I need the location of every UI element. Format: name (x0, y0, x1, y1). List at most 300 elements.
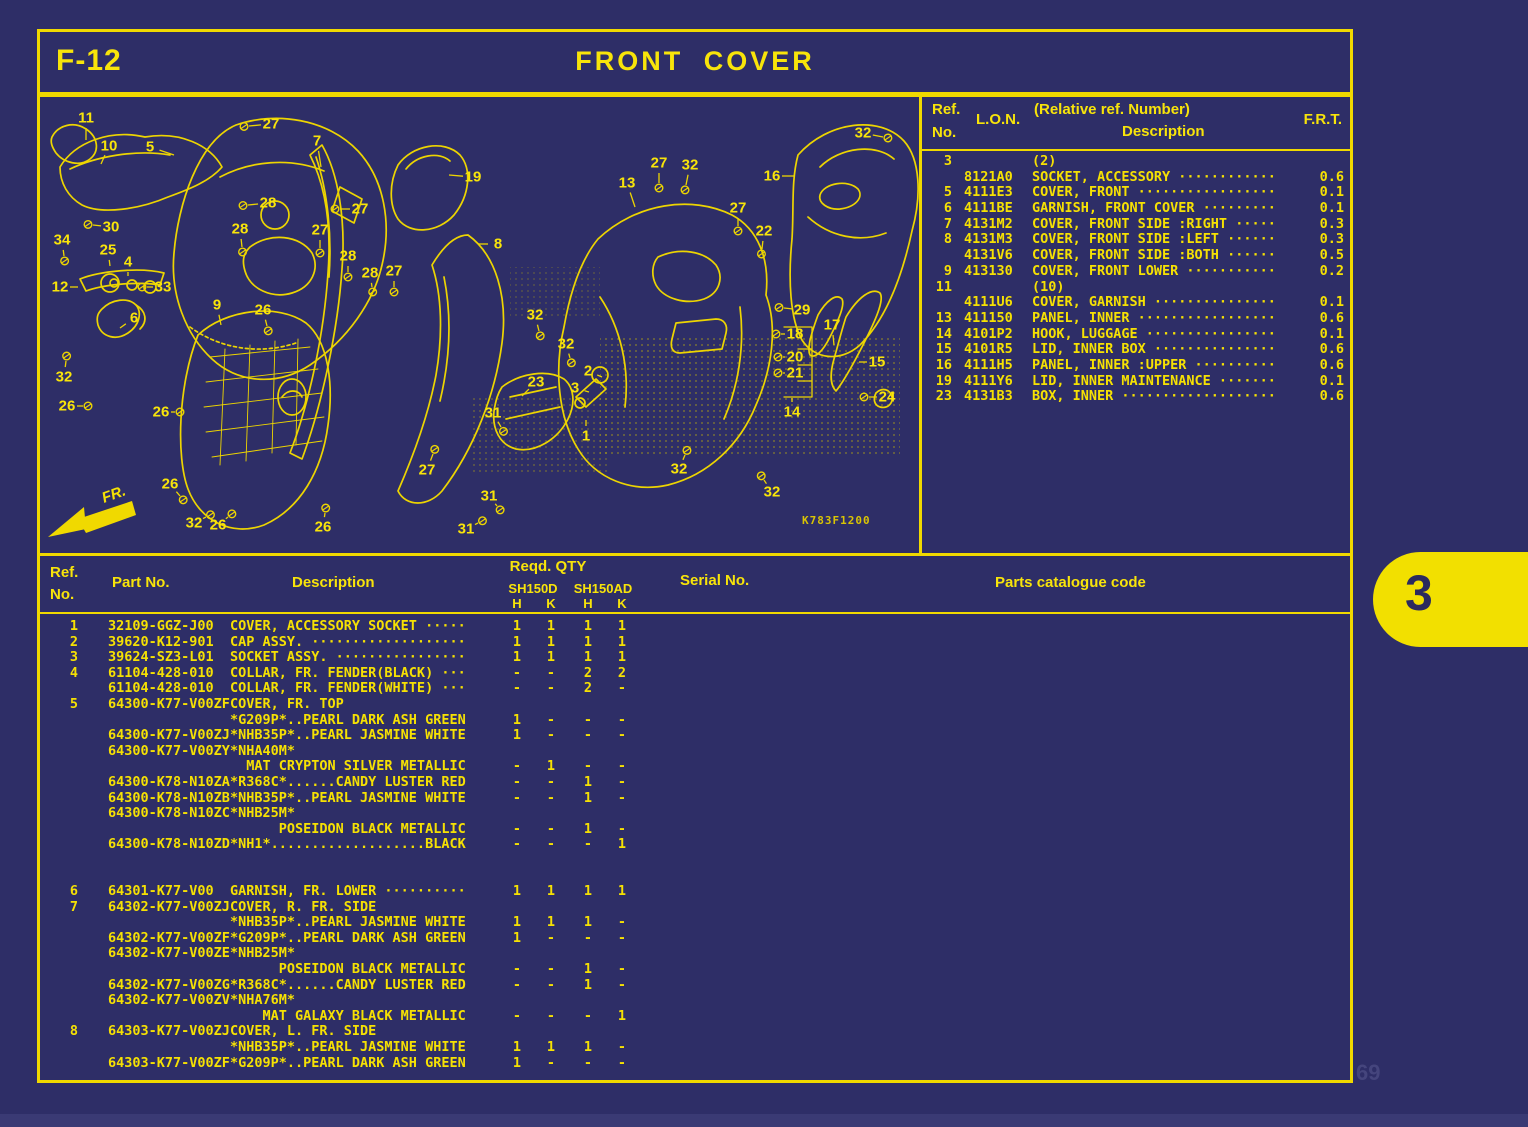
qty-cell: - (617, 961, 627, 978)
qty-cell: 1 (583, 976, 593, 993)
qty-cell: - (512, 758, 522, 775)
qty-cell: - (617, 976, 627, 993)
qty-cell: - (512, 664, 522, 681)
part-cell: 64300-K78-N10ZA (108, 773, 230, 790)
desc-cell: HOOK, LUGGAGE ················ (1032, 325, 1276, 342)
fastener-slot (656, 186, 662, 190)
part-cell: 64300-K78-N10ZB (108, 789, 230, 806)
callout-label: 33 (154, 278, 172, 296)
qty-cell: 1 (512, 929, 522, 946)
qty-cell: 1 (583, 773, 593, 790)
leader-line (431, 454, 433, 461)
callout-label: 25 (99, 241, 117, 259)
parts-table-row (40, 945, 1350, 961)
callout-label: 28 (361, 264, 379, 282)
callout-label: 24 (878, 388, 896, 406)
qty-cell: 1 (546, 649, 556, 666)
qty-k-header: K (546, 596, 556, 611)
fastener-slot (229, 512, 235, 516)
leader-line (109, 260, 110, 266)
qty-cell: - (546, 976, 556, 993)
qty-cell: 1 (546, 914, 556, 931)
qty-cell: 1 (546, 883, 556, 900)
desc-cell: LID, INNER BOX ··············· (1032, 341, 1276, 358)
leader-line (241, 239, 242, 247)
lon-cell: 4131V6 (964, 247, 1013, 264)
desc-cell: *NHB35P*..PEARL JASMINE WHITE (230, 1039, 466, 1056)
parts-table-row (40, 1008, 1350, 1024)
fastener-slot (62, 259, 68, 263)
callout-label: 26 (161, 475, 179, 493)
qty-cell: - (546, 789, 556, 806)
part-cell: 61104-428-010 (108, 680, 214, 697)
ref-table-row (922, 388, 1350, 404)
callout-label: 16 (763, 167, 781, 185)
qty-cell: - (583, 1054, 593, 1071)
lon-cell: 4131B3 (964, 388, 1013, 405)
desc-cell: POSEIDON BLACK METALLIC (230, 820, 466, 837)
parts-table-row (40, 883, 1350, 899)
qty-cell: 1 (583, 914, 593, 931)
callout-label: 12 (51, 278, 69, 296)
lon-cell: 4131M2 (964, 215, 1013, 232)
parts-table-row (40, 696, 1350, 712)
desc-cell: COVER, L. FR. SIDE (230, 1023, 377, 1040)
ref-cell: 6 (69, 883, 78, 900)
qty-cell: 2 (583, 680, 593, 697)
fastener-slot (773, 332, 779, 336)
page-body (37, 94, 1353, 1083)
diagram-drawing (40, 97, 919, 553)
model-sh150ad-header: SH150AD (573, 581, 633, 596)
parts-table-row (40, 992, 1350, 1008)
desc-cell: COVER, FRONT ················· (1032, 184, 1276, 201)
frt-cell: 0.1 (1319, 200, 1344, 217)
page-title: FRONT COVER (575, 46, 815, 76)
desc-cell: (10) (1032, 278, 1065, 295)
lon-cell: 8121A0 (964, 168, 1013, 185)
ref-cell: 4 (69, 664, 78, 681)
qty-cell: 1 (512, 914, 522, 931)
parts-table-row (40, 1023, 1350, 1039)
ref-table-header (922, 97, 1350, 151)
ref-col-header: Ref. (932, 101, 961, 118)
qty-cell: 1 (617, 883, 627, 900)
qty-cell: - (512, 976, 522, 993)
callout-label: 27 (650, 154, 668, 172)
desc-cell: COVER, FRONT SIDE :RIGHT ····· (1032, 215, 1276, 232)
callout-label: 3 (570, 379, 580, 397)
ref-table-row (922, 263, 1350, 279)
qty-cell: - (546, 836, 556, 853)
callout-label: 32 (763, 483, 781, 501)
ref-cell: 8 (943, 231, 952, 248)
ref-table-row (922, 357, 1350, 373)
desc-cell: SOCKET ASSY. ················ (230, 649, 466, 666)
qty-cell: 1 (546, 618, 556, 634)
qty-cell: 1 (512, 649, 522, 666)
part-cell: 61104-428-010 (108, 664, 214, 681)
callout-label: 21 (786, 364, 804, 382)
qty-cell: 1 (512, 1039, 522, 1056)
qty-cell: 2 (617, 664, 627, 681)
part-cell: 64300-K78-N10ZC (108, 805, 230, 822)
plate-code: K783F1200 (802, 514, 871, 527)
qty-cell: - (583, 711, 593, 728)
qty-h-header: H (583, 596, 593, 611)
part-no-col-header: Part No. (112, 574, 170, 591)
serial-no-header: Serial No. (680, 572, 750, 589)
callout-label: 14 (783, 403, 801, 421)
ref-cell: 3 (69, 649, 78, 666)
fastener-slot (497, 508, 503, 512)
desc-cell: GARNISH, FR. LOWER ·········· (230, 883, 466, 900)
part-cell: 64301-K77-V00 (108, 883, 214, 900)
parts-table-row (40, 743, 1350, 759)
fastener-slot (265, 329, 271, 333)
qty-cell: 1 (546, 758, 556, 775)
callout-label: 26 (314, 518, 332, 536)
callout-label: 2 (583, 362, 593, 380)
ref-table-row (922, 247, 1350, 263)
fastener-slot (776, 305, 782, 309)
leader-line (873, 135, 883, 137)
lon-cell: 4111U6 (964, 294, 1013, 311)
qty-cell: 1 (546, 633, 556, 650)
description-col-header: Description (1122, 123, 1205, 140)
leader-line (784, 308, 792, 309)
lon-cell: 411150 (964, 309, 1013, 326)
ref-table-row (922, 373, 1350, 389)
desc-cell: *G209P*..PEARL DARK ASH GREEN (230, 929, 466, 946)
desc-cell: MAT GALAXY BLACK METALLIC (230, 1007, 466, 1024)
callout-label: 28 (259, 194, 277, 212)
leader-line (101, 155, 105, 164)
leader-line (93, 225, 101, 226)
part-cell: 64303-K77-V00ZF (108, 1054, 230, 1071)
parts-table-row (40, 805, 1350, 821)
callout-label: 9 (212, 296, 222, 314)
parts-table-row (40, 665, 1350, 681)
callout-label: 22 (755, 222, 773, 240)
desc-cell: *NHB25M* (230, 945, 296, 962)
desc-cell: *NHB35P*..PEARL JASMINE WHITE (230, 914, 466, 931)
page-code: F-12 (56, 44, 122, 77)
lon-cell: 4111H5 (964, 356, 1013, 373)
parts-table-row (40, 821, 1350, 837)
callout-label: 26 (152, 403, 170, 421)
parts-table-row (40, 914, 1350, 930)
qty-cell: - (546, 711, 556, 728)
qty-cell: - (512, 1007, 522, 1024)
leader-line (324, 513, 325, 517)
fastener-slot (64, 354, 70, 358)
ref-cell: 16 (935, 356, 952, 373)
ref-table-row (922, 184, 1350, 200)
ref-cell: 14 (935, 325, 952, 342)
desc-cell: COVER, FRONT SIDE :LEFT ······ (1032, 231, 1276, 248)
ref-table-row (922, 310, 1350, 326)
lon-cell: 4111Y6 (964, 372, 1013, 389)
callout-label: 7 (312, 132, 322, 150)
qty-cell: - (546, 1007, 556, 1024)
qty-cell: - (617, 929, 627, 946)
svg-text:FR.: FR. (99, 482, 129, 507)
leader-line (248, 204, 258, 205)
callout-label: 27 (418, 461, 436, 479)
desc-cell: *R368C*......CANDY LUSTER RED (230, 773, 466, 790)
callout-label: 29 (793, 301, 811, 319)
qty-cell: 1 (512, 633, 522, 650)
leader-line (449, 175, 463, 176)
qty-cell: - (583, 758, 593, 775)
ref-cell: 7 (69, 898, 78, 915)
fastener-slot (432, 447, 438, 451)
fastener-slot (345, 275, 351, 279)
qty-cell: 1 (583, 789, 593, 806)
parts-table-row (40, 930, 1350, 946)
ref-cell: 6 (943, 200, 952, 217)
desc-cell: PANEL, INNER ················· (1032, 309, 1276, 326)
model-sh150d-header: SH150D (508, 581, 558, 596)
lon-cell: 4131M3 (964, 231, 1013, 248)
parts-table-rows (40, 618, 1350, 1070)
fastener-slot (85, 404, 91, 408)
ref-cell: 2 (69, 633, 78, 650)
callout-label: 15 (868, 353, 886, 371)
leader-line (249, 125, 261, 126)
lon-col-header: L.O.N. (976, 111, 1021, 128)
part-cell: 64302-K77-V00ZE (108, 945, 230, 962)
ref-cell: 7 (943, 215, 952, 232)
frt-cell: 0.6 (1319, 341, 1344, 358)
qty-cell: - (546, 820, 556, 837)
desc-cell: BOX, INNER ··················· (1032, 388, 1276, 405)
qty-cell: - (617, 773, 627, 790)
ref-table-row (922, 294, 1350, 310)
qty-cell: - (546, 664, 556, 681)
leader-line (120, 324, 126, 328)
spacer-row (40, 852, 1350, 868)
frt-cell: 0.3 (1319, 215, 1344, 232)
fastener-slot (85, 222, 91, 226)
qty-cell: - (546, 961, 556, 978)
qty-cell: - (512, 680, 522, 697)
qty-cell: - (512, 836, 522, 853)
qty-cell: - (512, 820, 522, 837)
desc-cell: COVER, ACCESSORY SOCKET ····· (230, 618, 466, 634)
callout-label: 31 (484, 404, 502, 422)
qty-cell: 1 (583, 820, 593, 837)
callout-label: 31 (480, 487, 498, 505)
callout-label: 32 (55, 368, 73, 386)
ref-cell: 9 (943, 262, 952, 279)
frt-cell: 0.1 (1319, 325, 1344, 342)
fr-arrow-icon (48, 483, 136, 537)
desc-cell: POSEIDON BLACK METALLIC (230, 961, 466, 978)
ref-table-row (922, 169, 1350, 185)
qty-cell: - (512, 773, 522, 790)
parts-table-row (40, 1039, 1350, 1055)
qty-cell: - (546, 1054, 556, 1071)
leader-line (475, 523, 478, 525)
frt-cell: 0.1 (1319, 184, 1344, 201)
desc-cell: *G209P*..PEARL DARK ASH GREEN (230, 1054, 466, 1071)
qty-cell: - (546, 680, 556, 697)
part-cell: 64302-K77-V00ZJ (108, 898, 230, 915)
part-cell: 64300-K77-V00ZY (108, 742, 230, 759)
parts-table-row (40, 618, 1350, 634)
desc-cell: *NHA40M* (230, 742, 296, 759)
frt-cell: 0.1 (1319, 372, 1344, 389)
frt-cell: 0.5 (1319, 247, 1344, 264)
desc-cell: GARNISH, FRONT COVER ········· (1032, 200, 1276, 217)
desc-cell: COLLAR, FR. FENDER(BLACK) ··· (230, 664, 466, 681)
part-cell: 64302-K77-V00ZG (108, 976, 230, 993)
qty-cell: - (617, 1054, 627, 1071)
ref-table-row (922, 326, 1350, 342)
section-tab (1373, 552, 1528, 647)
qty-cell: 1 (512, 618, 522, 634)
callout-label: 23 (527, 373, 545, 391)
ref-cell: 15 (935, 341, 952, 358)
frt-cell: 0.6 (1319, 388, 1344, 405)
callout-label: 32 (681, 156, 699, 174)
part-cell: 64302-K77-V00ZV (108, 992, 230, 1009)
qty-cell: 1 (617, 836, 627, 853)
fastener-slot (180, 498, 186, 502)
callout-label: 28 (339, 247, 357, 265)
desc-cell: PANEL, INNER :UPPER ·········· (1032, 356, 1276, 373)
qty-cell: 1 (546, 1039, 556, 1056)
leader-line (569, 354, 570, 358)
relative-ref-header: (Relative ref. Number) (1034, 101, 1190, 118)
callout-label: 4 (123, 253, 133, 271)
parts-table-row (40, 649, 1350, 665)
fastener-slot (537, 334, 543, 338)
leader-line (686, 175, 688, 185)
desc-cell: *NHA76M* (230, 992, 296, 1009)
fastener-slot (323, 506, 329, 510)
qty-cell: - (512, 789, 522, 806)
desc-cell: *NH1*...................BLACK (230, 836, 466, 853)
callout-label: 32 (526, 306, 544, 324)
ref-number-table (919, 97, 1350, 553)
qty-cell: 1 (617, 633, 627, 650)
callout-label: 32 (557, 335, 575, 353)
ref-cell: 5 (943, 184, 952, 201)
qty-cell: - (583, 836, 593, 853)
ref-col-header: Ref. (50, 564, 79, 581)
callout-label: 32 (185, 514, 203, 532)
qty-cell: - (617, 711, 627, 728)
callout-label: 13 (618, 174, 636, 192)
qty-cell: - (617, 727, 627, 744)
fastener-slot (241, 124, 247, 128)
lon-cell: 4111BE (964, 200, 1013, 217)
qty-cell: - (546, 727, 556, 744)
page-header (37, 29, 1353, 95)
desc-cell: COLLAR, FR. FENDER(WHITE) ··· (230, 680, 466, 697)
ref-table-row (922, 341, 1350, 357)
desc-cell: *G209P*..PEARL DARK ASH GREEN (230, 711, 466, 728)
callout-label: 27 (729, 199, 747, 217)
callout-label: 27 (262, 115, 280, 133)
lon-cell: 4101P2 (964, 325, 1013, 342)
qty-cell: - (546, 773, 556, 790)
qty-cell: 1 (617, 618, 627, 634)
frt-cell: 0.2 (1319, 262, 1344, 279)
qty-cell: - (583, 1007, 593, 1024)
parts-table-row (40, 727, 1350, 743)
qty-cell: - (546, 929, 556, 946)
desc-cell: COVER, GARNISH ··············· (1032, 294, 1276, 311)
ref-table-row (922, 279, 1350, 295)
desc-cell: COVER, FR. TOP (230, 695, 344, 712)
leader-line (537, 325, 539, 331)
fastener-slot (391, 290, 397, 294)
qty-cell: - (617, 758, 627, 775)
qty-cell: 1 (512, 883, 522, 900)
part-cell: 64302-K77-V00ZF (108, 929, 230, 946)
scan-edge-strip (0, 1114, 1528, 1127)
fastener-slot (568, 361, 574, 365)
qty-cell: 1 (617, 1007, 627, 1024)
callout-label: 34 (53, 231, 71, 249)
ref-cell: 13 (935, 309, 952, 326)
fastener-slot (758, 474, 764, 478)
part-cell: 64303-K77-V00ZJ (108, 1023, 230, 1040)
qty-cell: - (617, 914, 627, 931)
callout-label: 26 (209, 516, 227, 534)
callout-label: 31 (457, 520, 475, 538)
frt-cell: 0.6 (1319, 309, 1344, 326)
leader-line (63, 250, 64, 256)
fastener-slot (682, 188, 688, 192)
desc-cell: COVER, R. FR. SIDE (230, 898, 377, 915)
callout-label: 19 (464, 168, 482, 186)
fastener-slot (479, 519, 485, 523)
part-cell: 64300-K77-V00ZF (108, 695, 230, 712)
callout-label: 8 (493, 235, 503, 253)
frt-cell: 0.6 (1319, 356, 1344, 373)
callout-label: 11 (78, 109, 94, 127)
reqd-qty-header: Reqd. QTY (509, 558, 587, 575)
lon-cell: 413130 (964, 262, 1013, 279)
callout-label: 32 (854, 124, 872, 142)
callout-label: 1 (581, 427, 591, 445)
part-cell: 39624-SZ3-L01 (108, 649, 214, 666)
part-cell: 64300-K77-V00ZJ (108, 727, 230, 744)
callout-label: 6 (129, 309, 139, 327)
qty-cell: 1 (583, 618, 593, 634)
parts-table-row (40, 758, 1350, 774)
qty-cell: 2 (583, 664, 593, 681)
ref-table-row (922, 216, 1350, 232)
desc-cell: (2) (1032, 153, 1057, 169)
part-cell: 32109-GGZ-J00 (108, 618, 214, 634)
callout-label: 28 (231, 220, 249, 238)
qty-cell: - (583, 929, 593, 946)
section-tab-label: 3 (1405, 565, 1433, 621)
leader-line (371, 283, 372, 287)
parts-catalogue-code-header: Parts catalogue code (995, 574, 1146, 591)
part-cell: 39620-K12-901 (108, 633, 214, 650)
leader-line (630, 192, 635, 207)
ref-cell: 8 (69, 1023, 78, 1040)
qty-cell: 1 (583, 633, 593, 650)
parts-table-row (40, 790, 1350, 806)
